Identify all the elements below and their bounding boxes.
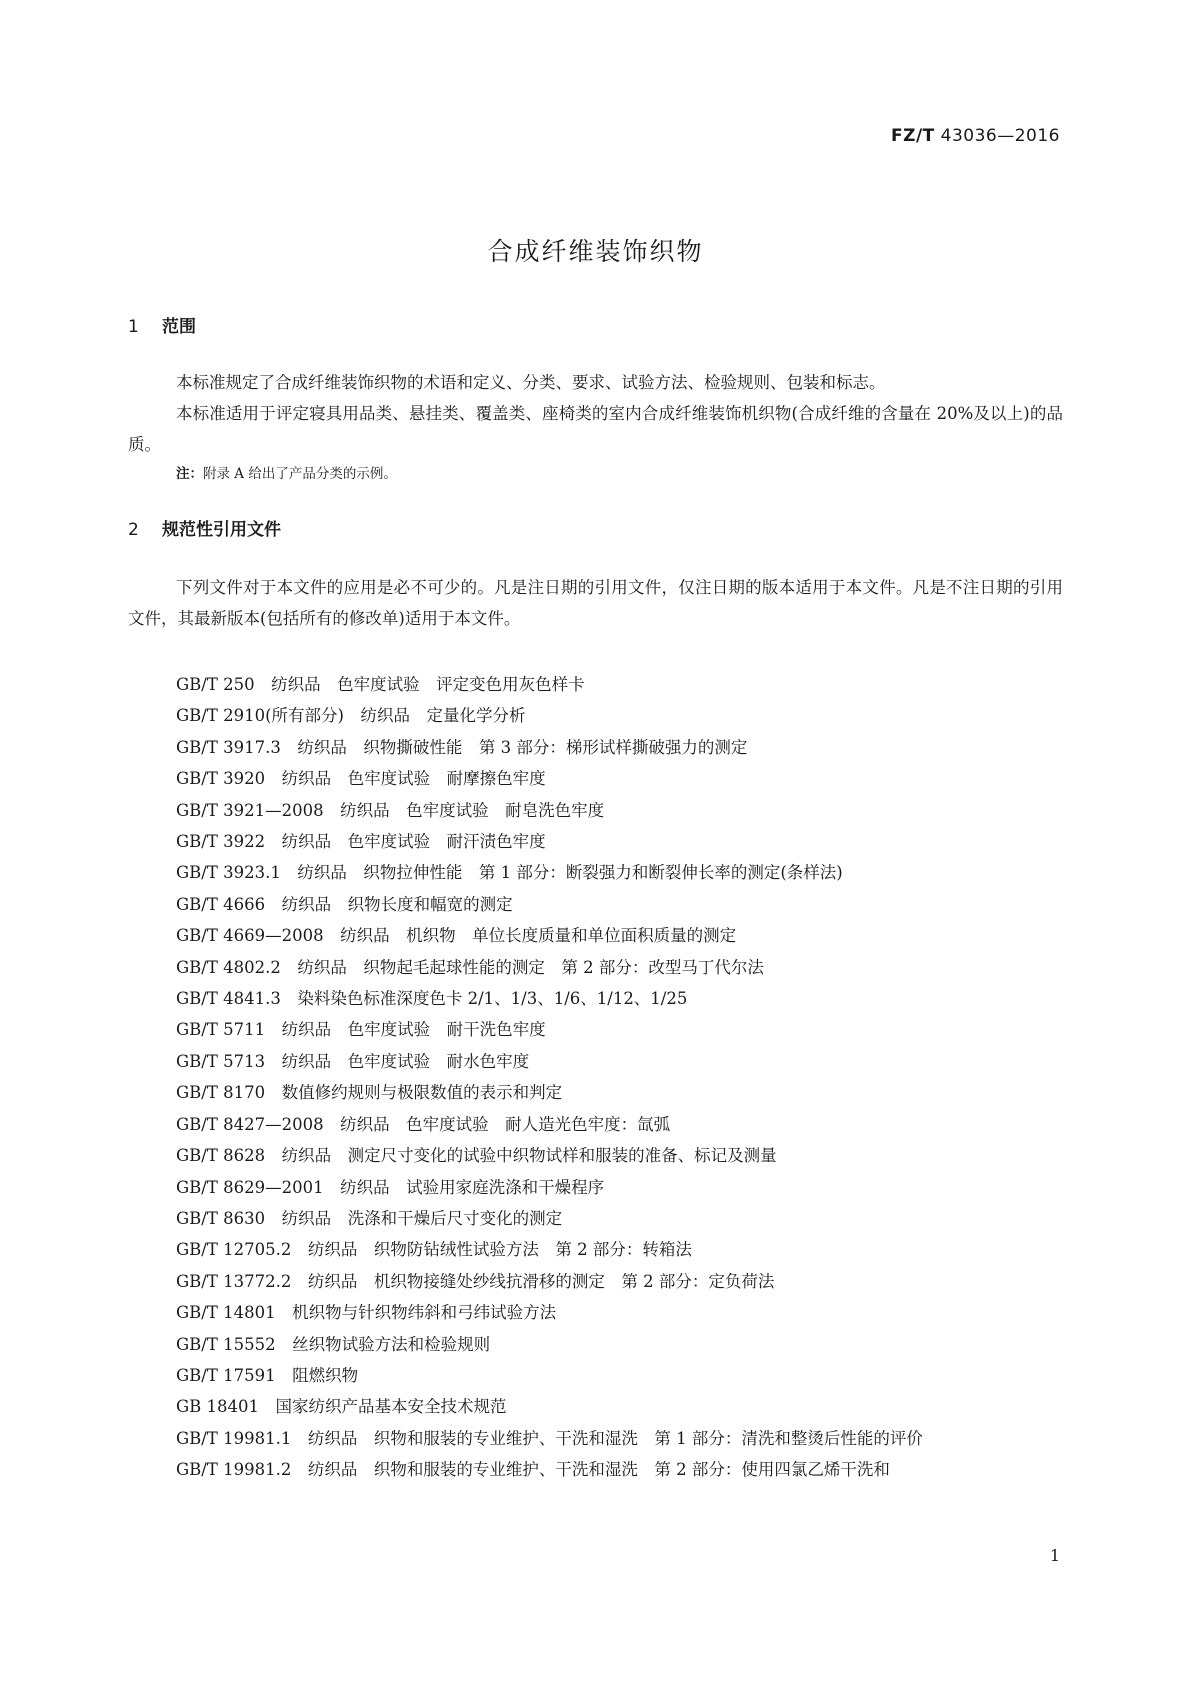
standard-code-prefix: FZ/T xyxy=(891,126,935,146)
list-item: GB 18401 国家纺织产品基本安全技术规范 xyxy=(176,1397,507,1417)
list-item: GB/T 3921—2008 纺织品 色牢度试验 耐皂洗色牢度 xyxy=(176,800,605,820)
section-1-heading xyxy=(128,312,196,337)
list-item: GB/T 3920 纺织品 色牢度试验 耐摩擦色牢度 xyxy=(176,769,546,789)
note-label: 注： xyxy=(176,466,203,482)
section-1-title: 范围 xyxy=(162,317,196,337)
list-item: GB/T 4841.3 染料染色标准深度色卡 2/1、1/3、1/6、1/12、1/25 xyxy=(176,989,688,1009)
list-item: GB/T 14801 机织物与针织物纬斜和弓纬试验方法 xyxy=(176,1303,557,1323)
list-item: GB/T 12705.2 纺织品 织物防钻绒性试验方法 第 2 部分：转箱法 xyxy=(176,1240,692,1260)
section-2-heading xyxy=(128,515,281,540)
list-item: GB/T 250 纺织品 色牢度试验 评定变色用灰色样卡 xyxy=(176,675,585,694)
section-2-title: 规范性引用文件 xyxy=(162,520,281,540)
list-item: GB/T 3917.3 纺织品 织物撕破性能 第 3 部分：梯形试样撕破强力的测定 xyxy=(176,737,748,757)
list-item: GB/T 15552 丝织物试验方法和检验规则 xyxy=(176,1334,491,1354)
section-1-note xyxy=(176,462,397,482)
list-item: GB/T 8630 纺织品 洗涤和干燥后尺寸变化的测定 xyxy=(176,1208,563,1228)
standard-code xyxy=(891,126,1060,146)
section-1-paragraph-2: 本标准适用于评定寝具用品类、悬挂类、覆盖类、座椅类的室内合成纤维装饰机织物(合成纤维的含量在 20%及以上)的品质。 xyxy=(128,404,1063,454)
list-item: GB/T 17591 阻燃织物 xyxy=(176,1365,359,1385)
reference-list xyxy=(128,669,1063,1486)
page-number: 1 xyxy=(1049,1546,1060,1565)
list-item: GB/T 8629—2001 纺织品 试验用家庭洗涤和干燥程序 xyxy=(176,1177,605,1197)
list-item: GB/T 4666 纺织品 织物长度和幅宽的测定 xyxy=(176,894,513,914)
list-item: GB/T 13772.2 纺织品 机织物接缝处纱线抗滑移的测定 第 2 部分：定负荷法 xyxy=(176,1271,775,1291)
list-item: GB/T 4669—2008 纺织品 机织物 单位长度质量和单位面积质量的测定 xyxy=(176,926,737,946)
list-item: GB/T 5713 纺织品 色牢度试验 耐水色牢度 xyxy=(176,1051,530,1071)
list-item: GB/T 3922 纺织品 色牢度试验 耐汗渍色牢度 xyxy=(176,832,546,852)
section-2-intro: 下列文件对于本文件的应用是必不可少的。凡是注日期的引用文件，仅注日期的版本适用于本文件。凡是不注日期的引用文件，其最新版本(包括所有的修改单)适用于本文件。 xyxy=(128,578,1063,628)
list-item: GB/T 5711 纺织品 色牢度试验 耐干洗色牢度 xyxy=(176,1020,546,1040)
note-text: 附录 A 给出了产品分类的示例。 xyxy=(203,466,397,482)
list-item: GB/T 8628 纺织品 测定尺寸变化的试验中织物试样和服装的准备、标记及测量 xyxy=(176,1146,777,1166)
section-1-number: 1 xyxy=(128,317,139,337)
list-item: GB/T 3923.1 纺织品 织物拉伸性能 第 1 部分：断裂强力和断裂伸长率的测定(条样法) xyxy=(176,863,843,883)
list-item: GB/T 2910(所有部分) 纺织品 定量化学分析 xyxy=(176,706,526,726)
document-title: 合成纤维装饰织物 xyxy=(487,237,704,266)
section-1-paragraph-1: 本标准规定了合成纤维装饰织物的术语和定义、分类、要求、试验方法、检验规则、包装和标志。 xyxy=(176,373,886,392)
list-item: GB/T 4802.2 纺织品 织物起毛起球性能的测定 第 2 部分：改型马丁代尔法 xyxy=(176,957,764,977)
section-2-number: 2 xyxy=(128,520,139,540)
list-item: GB/T 19981.2 纺织品 织物和服装的专业维护、干洗和湿洗 第 2 部分：使用四氯乙烯干洗和 xyxy=(176,1460,890,1480)
list-item: GB/T 19981.1 纺织品 织物和服装的专业维护、干洗和湿洗 第 1 部分：清洗和整烫后性能的评价 xyxy=(176,1428,923,1448)
list-item: GB/T 8170 数值修约规则与极限数值的表示和判定 xyxy=(176,1083,563,1103)
standard-code-number: 43036—2016 xyxy=(940,126,1060,146)
list-item: GB/T 8427—2008 纺织品 色牢度试验 耐人造光色牢度：氙弧 xyxy=(176,1114,671,1134)
